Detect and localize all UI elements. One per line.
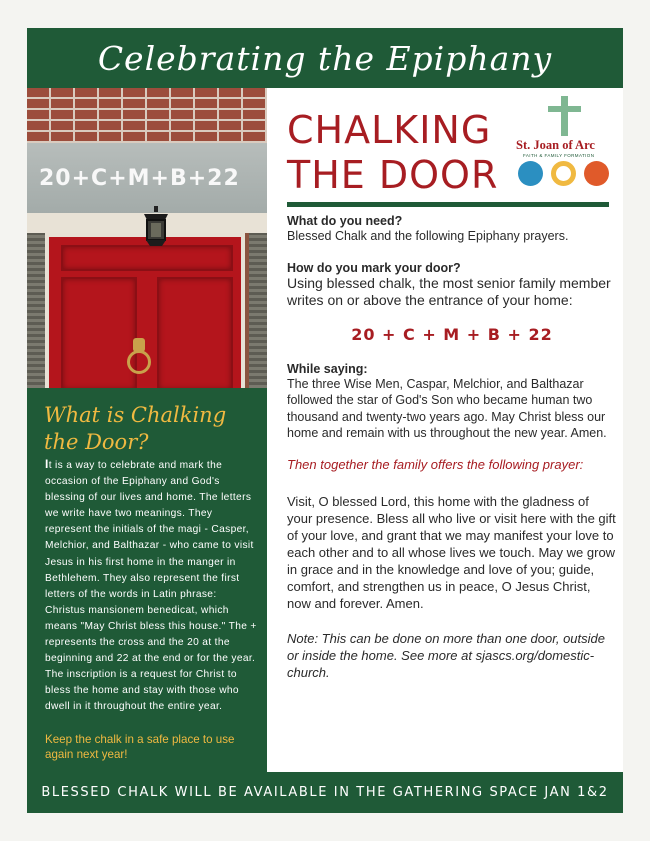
cross-icon-bar [548, 106, 581, 112]
question-what-need: What do you need? [287, 214, 403, 228]
water-icon [518, 161, 543, 186]
lantern-icon [141, 206, 171, 248]
question-how-mark: How do you mark your door? [287, 260, 461, 275]
door-photo [27, 88, 267, 388]
sidebar-body-initial: I [45, 457, 49, 471]
cross-icon [561, 96, 568, 136]
door-knocker-icon [127, 350, 151, 374]
main-content [287, 214, 617, 681]
parish-logo [515, 96, 613, 196]
sidebar-note: Keep the chalk in a safe place to use again next year! [45, 733, 235, 761]
footnote: Note: This can be done on more than one door, outside or inside the home. See more at sjascs.org/domestic-church. [287, 630, 605, 680]
door-panel-left [61, 277, 137, 388]
brick-wall [27, 88, 267, 143]
sidebar [27, 388, 267, 772]
banner-title: Celebrating the Epiphany [97, 38, 553, 78]
sidebar-body [45, 456, 257, 716]
footer-banner [27, 772, 623, 813]
heading-line-1: CHALKING [287, 108, 492, 152]
flame-icon [584, 161, 609, 186]
flyer [27, 28, 623, 813]
blessing-prayer: Visit, O blessed Lord, this home with the gladness of your presence. Bless all who live or visit here with the gift of your love, and grant that we may manifest your love to each other and to all whose lives we touch. May we grow in grace and in the knowledge and love of you; guide, comfort, and strengthen us in peace, O Jesus Christ, now and forever. Amen. [287, 493, 616, 611]
door-panel-top [61, 245, 233, 271]
logo-subtitle: FAITH & FAMILY FORMATION [523, 153, 595, 158]
sidebar-title: What is Chalking the Door? [44, 403, 227, 454]
wise-men-prayer: The three Wise Men, Caspar, Melchior, and Balthazar followed the star of God's Son who became human two thousand and twenty-two years ago. May Christ bless our home and remain with us throughout the new year. Amen. [287, 376, 607, 440]
chalk-formula: 20 + C + M + B + 22 [351, 324, 553, 344]
footer-text: BLESSED CHALK WILL BE AVAILABLE IN THE GATHERING SPACE JAN 1&2 [41, 785, 609, 800]
chalk-inscription: 20+C+M+B+22 [39, 166, 240, 191]
answer-what-need: Blessed Chalk and the following Epiphany prayers. [287, 229, 569, 243]
answer-how-mark: Using blessed chalk, the most senior family member writes on or above the entrance of your home: [287, 274, 611, 308]
left-shutter [27, 233, 45, 388]
title-banner [27, 28, 623, 88]
door-panel-right [157, 277, 233, 388]
family-prayer-intro: Then together the family offers the following prayer: [287, 456, 584, 472]
right-shutter [249, 233, 267, 388]
logo-name: St. Joan of Arc [516, 138, 595, 152]
main-heading [287, 108, 527, 198]
heading-rule [287, 202, 609, 207]
ring-icon [551, 161, 576, 186]
heading-line-2: THE DOOR [287, 153, 499, 197]
question-while-saying: While saying: [287, 361, 368, 376]
sidebar-body-text: t is a way to celebrate and mark the occasion of the Epiphany and God's blessing of our lives and home. The letters we write have two meanings. They represent the initials of the magi - Casper, Melchior, and Balthazar - who came to visit Jesus in his first home in the manger in Bethlehem. They also represent the first letters of the words in Latin phrase: Christus mansionem benedicat, which means "May Christ bless this house." The + represents the cross and the 20 at the beginning and 22 at the end or for the year. The inscription is a request for Christ to bless the home and stay with those who dwell in it throughout the entire year. [45, 460, 257, 713]
